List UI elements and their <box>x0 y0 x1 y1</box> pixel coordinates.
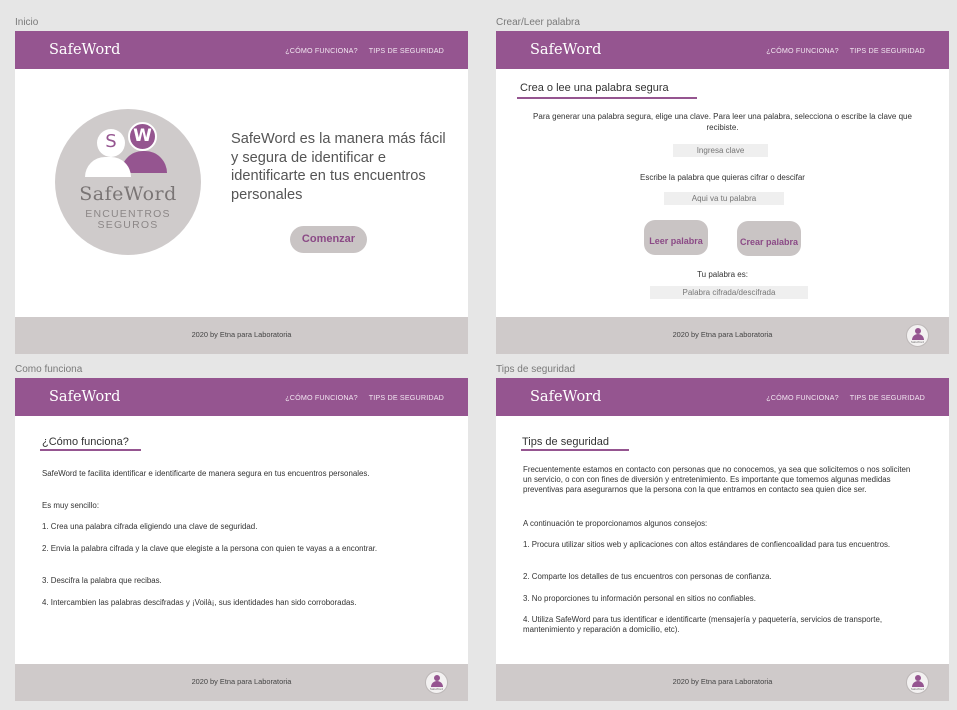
intro-text: Frecuentemente estamos en contacto con personas que no conocemos, ya sea que solicitemos o nos soliciten un servicio, o con con fines de diversión y entretenimiento. Es importante que tomemos algunas medidas preventivas para asegurarnos que la persona con la que entramos en contacto sea quien dice ser. <box>523 465 911 494</box>
title-underline <box>521 449 629 451</box>
tip-item: 1. Procura utilizar sitios web y aplicaciones con altos estándares de confiencoalidad para tus encuentros. <box>523 540 891 549</box>
nav <box>285 393 444 402</box>
logo-person-front-icon: S <box>97 129 125 157</box>
nav <box>766 393 925 402</box>
frame-label-como: Como funciona <box>15 364 83 375</box>
tip-item: 4. Utiliza SafeWord para tus identificar e identificarte (mensajería y paquetería, servicios de transporte, mantenimiento y reparación a domicilio, etc). <box>523 615 883 634</box>
frame-como-funciona <box>15 378 468 701</box>
start-button[interactable]: Comenzar <box>290 226 367 253</box>
nav-tips[interactable]: TIPS DE SEGURIDAD <box>849 46 925 55</box>
brand-logo[interactable]: SafeWord <box>530 42 602 58</box>
header <box>496 378 949 416</box>
brand-logo[interactable]: SafeWord <box>49 389 121 405</box>
hero-text: SafeWord es la manera más fácil y segura de identificar e identificarte en tus encuentros personales <box>231 131 446 203</box>
key-input[interactable] <box>673 144 768 157</box>
frame-tips <box>496 378 949 701</box>
footer <box>496 317 949 354</box>
frame-crear <box>496 31 949 354</box>
instructions-text: Para generar una palabra segura, elige una clave. Para leer una palabra, selecciona o escribe la clave que recibiste. <box>533 112 912 132</box>
frame-label-inicio: Inicio <box>15 17 39 28</box>
result-label: Tu palabra es: <box>697 270 748 279</box>
tip-item: 3. No proporciones tu información personal en sitios no confiables. <box>523 594 756 603</box>
nav-como-funciona[interactable]: ¿CÓMO FUNCIONA? <box>285 393 358 402</box>
tip-item: 2. Comparte los detalles de tus encuentros con personas de confianza. <box>523 572 772 581</box>
nav-como-funciona[interactable]: ¿CÓMO FUNCIONA? <box>285 46 358 55</box>
brand-logo[interactable]: SafeWord <box>49 42 121 58</box>
header <box>15 31 468 69</box>
page-title: ¿Cómo funciona? <box>42 436 129 448</box>
footer <box>15 664 468 701</box>
read-word-button[interactable]: Leer palabra <box>644 220 708 255</box>
footer-text: 2020 by Etna para Laboratoria <box>191 330 292 339</box>
footer-text: 2020 by Etna para Laboratoria <box>672 677 773 686</box>
nav-como-funciona[interactable]: ¿CÓMO FUNCIONA? <box>766 46 839 55</box>
logo-person-back-icon: W <box>128 122 157 151</box>
logo-name: SafeWord <box>79 183 177 205</box>
page-title: Crea o lee una palabra segura <box>520 82 669 94</box>
step-item: 2. Envia la palabra cifrada y la clave que elegiste a la persona con quien te vayas a a encontrar. <box>42 544 378 553</box>
footer-text: 2020 by Etna para Laboratoria <box>191 677 292 686</box>
word-label: Escribe la palabra que quieras cifrar o descifar <box>640 173 805 182</box>
footer <box>496 664 949 701</box>
brand-logo[interactable]: SafeWord <box>530 389 602 405</box>
nav <box>285 46 444 55</box>
word-input[interactable] <box>664 192 784 205</box>
frame-inicio <box>15 31 468 354</box>
header <box>15 378 468 416</box>
logo-tagline-1: ENCUENTROS <box>85 208 171 220</box>
logo-tagline-2: SEGUROS <box>97 219 159 231</box>
footer-logo-icon[interactable]: SafeWord <box>906 671 929 694</box>
title-underline <box>40 449 141 451</box>
footer-text: 2020 by Etna para Laboratoria <box>672 330 773 339</box>
simple-text: Es muy sencillo: <box>42 501 100 510</box>
create-word-button[interactable]: Crear palabra <box>737 221 801 256</box>
footer-logo-icon[interactable]: SafeWord <box>906 324 929 347</box>
nav-tips[interactable]: TIPS DE SEGURIDAD <box>368 46 444 55</box>
frame-label-tips: Tips de seguridad <box>496 364 576 375</box>
frame-label-crear: Crear/Leer palabra <box>496 17 580 28</box>
nav-tips[interactable]: TIPS DE SEGURIDAD <box>368 393 444 402</box>
page-title: Tips de seguridad <box>522 436 610 448</box>
step-item: 4. Intercambien las palabras descifradas y ¡Voilà¡, sus identidades han sido corroboradas. <box>42 598 357 607</box>
title-underline <box>517 97 697 99</box>
result-output: Palabra cifrada/descifrada <box>650 286 808 299</box>
nav-como-funciona[interactable]: ¿CÓMO FUNCIONA? <box>766 393 839 402</box>
nav <box>766 46 925 55</box>
footer <box>15 317 468 354</box>
footer-logo-icon[interactable]: SafeWord <box>425 671 448 694</box>
advice-intro: A continuación te proporcionamos algunos consejos: <box>523 519 708 528</box>
nav-tips[interactable]: TIPS DE SEGURIDAD <box>849 393 925 402</box>
header <box>496 31 949 69</box>
safeword-logo <box>55 109 201 255</box>
step-item: 3. Descifra la palabra que recibas. <box>42 576 162 585</box>
intro-text: SafeWord te facilita identificar e identificarte de manera segura en tus encuentros personales. <box>42 469 370 478</box>
step-item: 1. Crea una palabra cifrada eligiendo una clave de seguridad. <box>42 522 258 531</box>
